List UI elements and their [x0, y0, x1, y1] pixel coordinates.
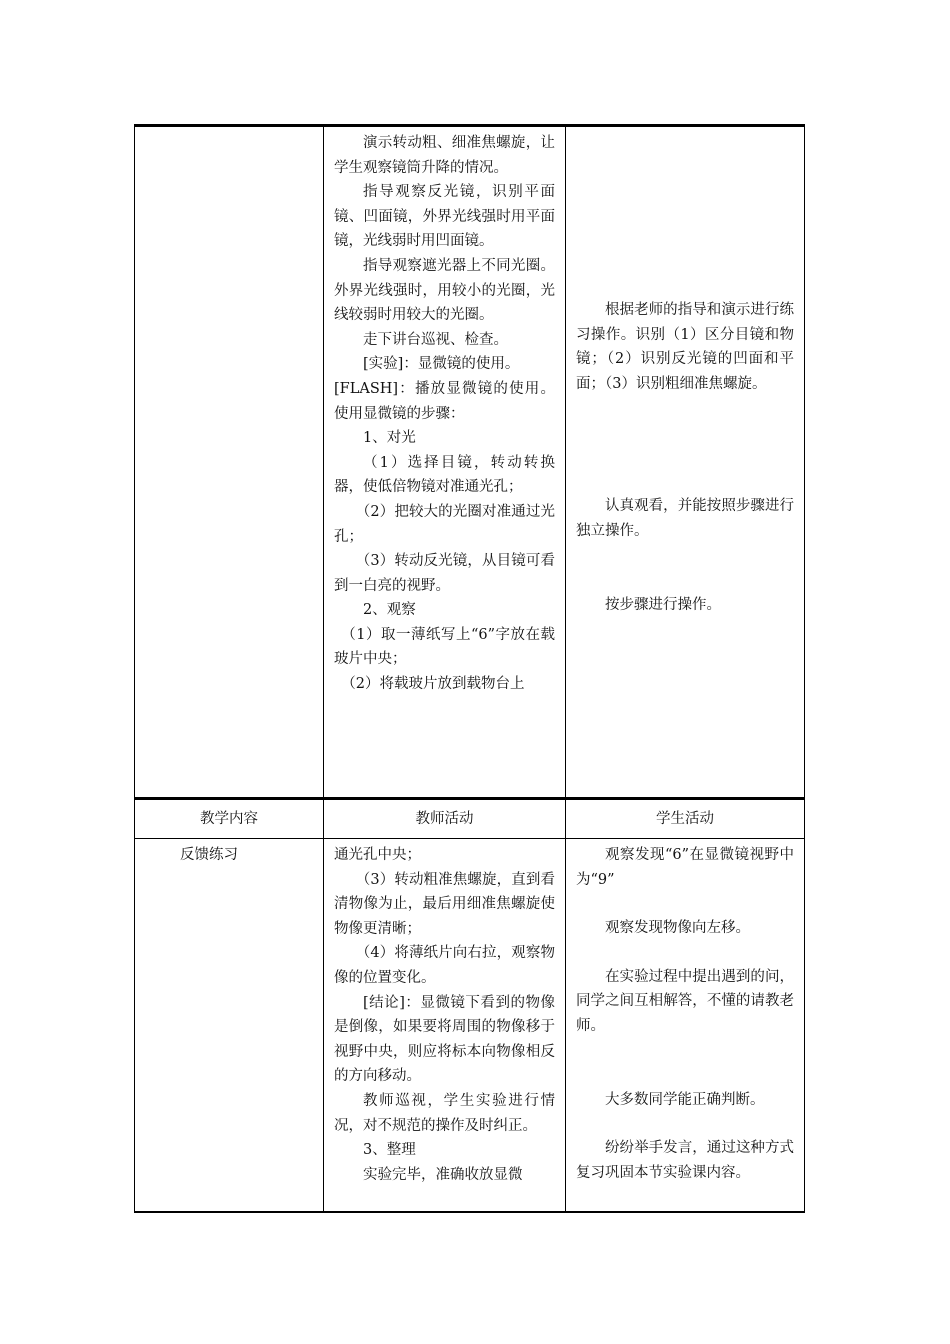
teacher-text-7: 1、对光	[363, 430, 416, 447]
teacher-text-11: 2、观察	[363, 602, 416, 619]
student-text-1: 根据老师的指导和演示进行练习操作。识别（1）区分目镜和物镜；（2）识别反光镜的凹面和平面；（3）识别粗细准焦螺旋。	[576, 302, 794, 392]
teacher-text-9: （2）把较大的光圈对准通过光孔；	[334, 503, 555, 545]
student2-text-2: 观察发现物像向左移。	[605, 920, 750, 937]
table-header-row	[135, 799, 805, 839]
student2-text-4: 大多数同学能正确判断。	[605, 1091, 765, 1108]
teacher-text-3: 指导观察遮光器上不同光圈。外界光线强时，用较小的光圈，光线较弱时用较大的光圈。	[334, 257, 555, 324]
teacher-text-12: （1）取一薄纸写上“6”字放在载玻片中央；	[334, 626, 555, 668]
teacher-text-4: 走下讲台巡视、检查。	[363, 331, 508, 348]
content-label: 反馈练习	[180, 847, 238, 863]
student2-text-1: 观察发现“6”在显微镜视野中为“9”	[576, 847, 794, 888]
teacher2-text-6: 3、整理	[363, 1142, 416, 1159]
lesson-plan-table	[134, 124, 805, 1213]
teacher-activity-cell-2	[324, 839, 566, 1213]
student-activity-cell	[566, 126, 805, 799]
teacher-text-10: （3）转动反光镜，从目镜可看到一白亮的视野。	[334, 553, 555, 594]
header-student: 学生活动	[566, 799, 805, 839]
content-cell-empty	[135, 126, 324, 799]
teacher-text-1: 演示转动粗、细准焦螺旋，让学生观察镜筒升降的情况。	[334, 135, 555, 176]
student-text-3: 按步骤进行操作。	[605, 596, 721, 613]
teacher2-text-1: 通光孔中央；	[334, 847, 421, 863]
header-teacher: 教师活动	[324, 799, 566, 839]
teacher-text-6: [FLASH]：播放显微镜的使用。使用显微镜的步骤：	[334, 380, 555, 422]
student-activity-cell-2	[566, 839, 805, 1213]
teacher2-text-7: 实验完毕，准确收放显微	[363, 1166, 523, 1183]
teacher2-text-3: （4）将薄纸片向右拉，观察物像的位置变化。	[334, 945, 555, 986]
student-text-2: 认真观看，并能按照步骤进行独立操作。	[576, 498, 794, 539]
teacher2-text-2: （3）转动粗准焦螺旋，直到看清物像为止，最后用细准焦螺旋使物像更清晰；	[334, 871, 555, 937]
table-row-feedback	[135, 839, 805, 1213]
teacher-text-8: （1）选择目镜，转动转换器，使低倍物镜对准通光孔；	[334, 454, 555, 496]
student2-text-5: 纷纷举手发言，通过这种方式复习巩固本节实验课内容。	[576, 1140, 794, 1181]
teacher-activity-cell	[324, 126, 566, 799]
teacher-text-2: 指导观察反光镜，识别平面镜、凹面镜，外界光线强时用平面镜，光线弱时用凹面镜。	[334, 184, 555, 250]
content-cell-feedback	[135, 839, 324, 1213]
teacher-text-5: [实验]：显微镜的使用。	[363, 356, 520, 373]
header-content: 教学内容	[135, 799, 324, 839]
table-row-continuation	[135, 126, 805, 799]
student2-text-3: 在实验过程中提出遇到的问，同学之间互相解答，不懂的请教老师。	[576, 968, 794, 1034]
teacher2-text-4: [结论]：显微镜下看到的物像是倒像，如果要将周围的物像移于视野中央，则应将标本向物像相反的方向移动。	[334, 994, 555, 1085]
teacher-text-13: （2）将载玻片放到载物台上	[341, 676, 525, 693]
teacher2-text-5: 教师巡视，学生实验进行情况，对不规范的操作及时纠正。	[334, 1092, 555, 1134]
